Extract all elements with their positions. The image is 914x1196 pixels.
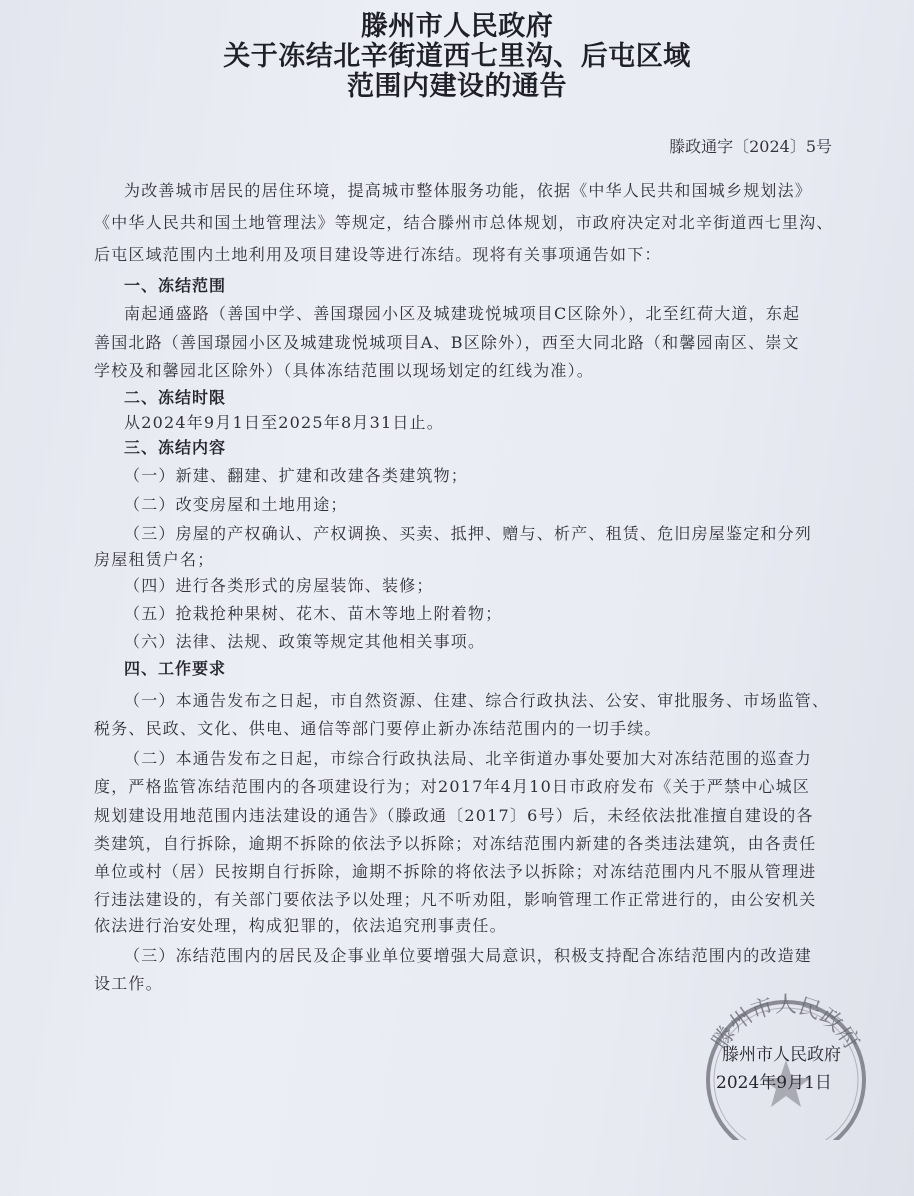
section-1-line: 学校及和馨园北区除外）（具体冻结范围以现场划定的红线为准）。 bbox=[94, 361, 595, 380]
document-number: 滕政通字〔2024〕5号 bbox=[669, 137, 832, 156]
section-4-line: 规划建设用地范围内违法建设的通告》（滕政通〔2017〕6号）后，未经依法批准擅自建设的各 bbox=[94, 806, 814, 825]
section-3-item: （四）进行各类形式的房屋装饰、装修； bbox=[124, 576, 434, 595]
section-2-heading: 二、冻结时限 bbox=[124, 388, 227, 407]
issue-date: 2024年9月1日 bbox=[716, 1073, 832, 1093]
intro-line: 《中华人民共和国土地管理法》等规定，结合滕州市总体规划，市政府决定对北辛街道西七里沟、 bbox=[94, 213, 834, 232]
svg-text:滕州市人民政府: 滕州市人民政府 bbox=[707, 993, 865, 1055]
section-4-line: （三）冻结范围内的居民及企事业单位要增强大局意识，积极支持配合冻结范围内的改造建 bbox=[124, 946, 813, 965]
section-3-item: 房屋租赁户名； bbox=[94, 550, 215, 569]
section-4-line: 行违法建设的，有关部门要依法予以处理；凡不听劝阻，影响管理工作正常进行的，由公安机关 bbox=[94, 890, 817, 909]
section-4-heading: 四、工作要求 bbox=[124, 659, 227, 678]
section-3-item: （一）新建、翻建、扩建和改建各类建筑物； bbox=[124, 466, 469, 485]
official-seal-icon bbox=[688, 990, 878, 1140]
intro-line: 为改善城市居民的居住环境，提高城市整体服务功能，依据《中华人民共和国城乡规划法》 bbox=[124, 181, 813, 200]
title-line-1: 滕州市人民政府 bbox=[360, 11, 554, 42]
title-line-3: 范围内建设的通告 bbox=[347, 71, 567, 102]
section-1-line: 南起通盛路（善国中学、善国璟园小区及城建珑悦城项目C区除外），北至红荷大道，东起 bbox=[124, 304, 801, 323]
section-4-line: 单位或村（居）民按期自行拆除，逾期不拆除的将依法予以拆除；对冻结范围内凡不服从管理进 bbox=[94, 862, 817, 881]
section-1-line: 善国北路（善国璟园小区及城建珑悦城项目A、B区除外），西至大同北路（和馨园南区、崇文 bbox=[94, 333, 800, 352]
section-3-item: （五）抢栽抢种果树、花木、苗木等地上附着物； bbox=[124, 604, 503, 623]
section-4-line: 设工作。 bbox=[94, 974, 163, 993]
section-3-heading: 三、冻结内容 bbox=[124, 438, 227, 457]
intro-line: 后屯区域范围内土地利用及项目建设等进行冻结。现将有关事项通告如下： bbox=[94, 245, 662, 264]
section-4-line: 类建筑，自行拆除，逾期不拆除的依法予以拆除；对冻结范围内新建的各类违法建筑，由各责任 bbox=[94, 834, 817, 853]
section-3-item: （六）法律、法规、政策等规定其他相关事项。 bbox=[124, 632, 486, 651]
section-4-line: 度，严格监管冻结范围内的各项建设行为；对2017年4月10日市政府发布《关于严禁中心城区 bbox=[94, 777, 811, 796]
title-line-2: 关于冻结北辛街道西七里沟、后屯区域 bbox=[223, 41, 691, 72]
section-2-line: 从2024年9月1日至2025年8月31日止。 bbox=[124, 413, 444, 432]
section-3-item: （二）改变房屋和土地用途； bbox=[124, 495, 348, 514]
issuer-signature: 滕州市人民政府 bbox=[722, 1045, 841, 1065]
section-3-item: （三）房屋的产权确认、产权调换、买卖、抵押、赠与、析产、租赁、危旧房屋鉴定和分列 bbox=[124, 524, 813, 543]
section-4-line: 依法进行治安处理，构成犯罪的，依法追究刑事责任。 bbox=[94, 916, 507, 935]
section-4-line: （二）本通告发布之日起，市综合行政执法局、北辛街道办事处要加大对冻结范围的巡查力 bbox=[124, 749, 813, 768]
section-4-line: 税务、民政、文化、供电、通信等部门要停止新办冻结范围内的一切手续。 bbox=[94, 719, 662, 738]
section-4-line: （一）本通告发布之日起，市自然资源、住建、综合行政执法、公安、审批服务、市场监管、 bbox=[124, 691, 830, 710]
section-1-heading: 一、冻结范围 bbox=[124, 276, 227, 295]
